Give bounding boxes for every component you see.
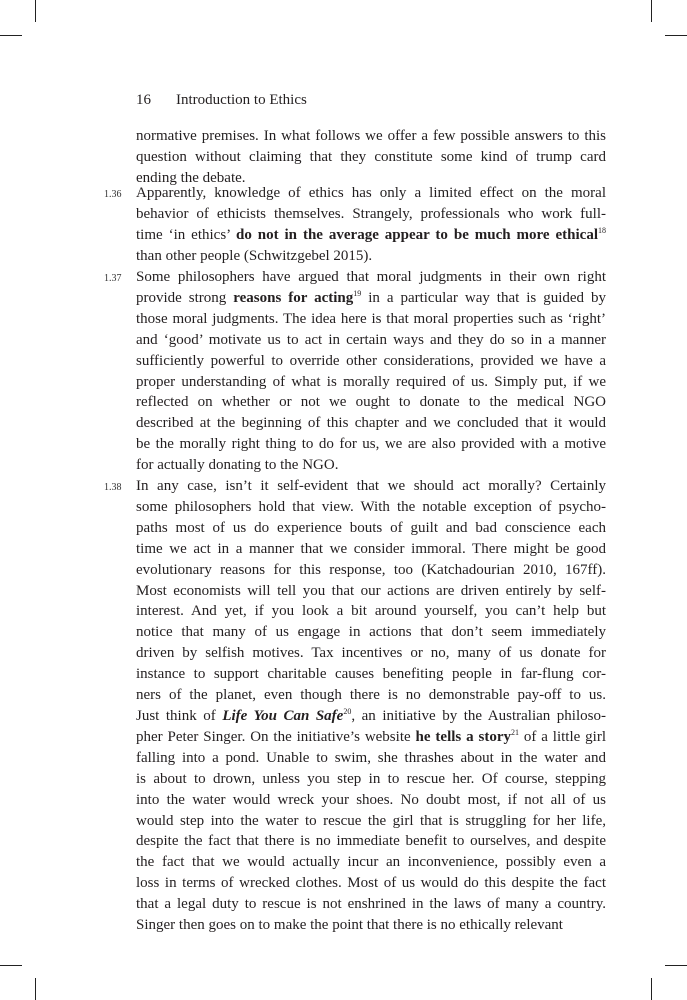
text-line: proper understanding of what is morally required of us. Simply put, if we [136,373,606,390]
paragraph-1-36 [136,183,606,267]
text-line: ners of the planet, even though there is no demonstrable pay-off to us. [136,687,606,704]
crop-mark [651,978,652,1000]
text-line: normative premises. In what follows we offer a few possible answers to this [136,128,606,144]
text-line: behavior of ethicists themselves. Strangely, professionals who work full- [136,205,606,222]
text-line: reflected on whether or not we ought to donate to the medical NGO [136,394,606,411]
text-line: than other people (Schwitzgebel 2015). [136,247,373,264]
crop-mark [35,978,36,1000]
page-number: 16 [136,92,151,108]
crop-mark [35,0,36,22]
crop-mark [0,35,22,36]
text-line: be the morally right thing to do for us, we are also provided with a motive [136,436,606,453]
footnote-ref[interactable]: 20 [343,706,352,716]
text-line: evolutionary reasons for this response, too (Katchadourian 2010, 167ff). [136,561,606,578]
text-line: loss in terms of wrecked clothes. Most of us would do this despite the fact [136,875,606,892]
crop-mark [665,35,687,36]
link-reasons-for-acting[interactable]: reasons for acting [233,289,354,306]
text-line: the fact that we would actually incur an inconvenience, possibly even a [136,854,606,871]
text-line: Just think of Life You Can Safe$^{20}$, an initiative by the Australian philoso- [136,706,606,724]
text-line: Singer then goes on to make the point that there is no ethically relevant [136,917,563,934]
paragraph-continuation [136,126,606,189]
text-line: In any case, isn’t it self-evident that we should act morally? Certainly [136,478,606,494]
text-line: notice that many of us engage in actions that don’t seem immediately [136,624,606,641]
paragraph-number: 1.38 [104,482,122,493]
text-line: time we act in a manner that we consider immoral. There might be good [136,540,606,557]
link-he-tells-a-story[interactable]: he tells a story [415,728,511,745]
text-line: Some philosophers have argued that moral judgments in their own right [136,269,606,285]
text-line: and ‘good’ motivate us to act in certain ways and they do so in a manner [136,331,606,348]
footnote-ref[interactable]: 19 [353,288,362,298]
crop-mark [665,965,687,966]
text-line: despite the fact that there is no immediate benefit to ourselves, and despite [136,833,606,850]
text-line: instance to support charitable causes benefiting people in far-flung cor- [136,666,606,683]
crop-mark [0,965,22,966]
text-line: ending the debate. [136,169,246,186]
text-line: driven by selfish motives. Tax incentives or no, many of us donate for [136,645,606,662]
text-line: into the water would wreck your shoes. No doubt most, if not all of us [136,791,606,808]
text-line: question without claiming that they constitute some kind of trump card [136,148,606,165]
text-line: Most economists will tell you that our actions are driven entirely by self- [136,582,606,599]
text-line: for actually donating to the NGO. [136,457,339,474]
text-line: provide strong reasons for acting$^{19}$ in a particular way that is guided by [136,288,606,306]
text-line: paths most of us do experience bouts of guilt and bad conscience each [136,519,606,536]
text-line: those moral judgments. The idea here is that moral properties such as ‘right’ [136,310,606,327]
link-ethicists-study[interactable]: do not in the average appear to be much more ethical [235,226,598,243]
paragraph-number: 1.36 [104,189,122,200]
text-line: described at the beginning of this chapter and we concluded that it would [136,415,606,432]
link-life-you-can-safe[interactable]: Life You Can Safe [222,707,344,724]
paragraph-number: 1.37 [104,273,122,284]
text-line: would step into the water to rescue the girl that is struggling for her life, [136,812,606,829]
text-line: time ‘in ethics’ do not in the average appear to be much more ethical$^{18}$ [136,225,606,243]
text-line: Apparently, knowledge of ethics has only a limited effect on the moral [136,185,606,201]
text-line: pher Peter Singer. On the initiative’s website he tells a story$^{21}$ of a little girl [136,727,606,745]
text-line: falling into a pond. Unable to swim, she thrashes about in the water and [136,749,606,766]
footnote-ref[interactable]: 21 [511,727,519,737]
text-line: sufficiently powerful to override other considerations, provided we have a [136,352,606,369]
crop-mark [651,0,652,22]
running-title: Introduction to Ethics [176,92,307,108]
running-header [136,91,307,109]
text-line: is about to drown, unless you step in to rescue her. Of course, stepping [136,770,606,787]
text-line: interest. And yet, if you look a bit around yourself, you can’t help but [136,603,606,620]
paragraph-1-37 [136,267,606,476]
paragraph-1-38 [136,476,606,936]
text-line: some philosophers hold that view. With the notable exception of psycho- [136,498,606,515]
text-line: that a legal duty to rescue is not enshrined in the laws of many a country. [136,896,606,913]
footnote-ref[interactable]: 18 [598,225,606,235]
